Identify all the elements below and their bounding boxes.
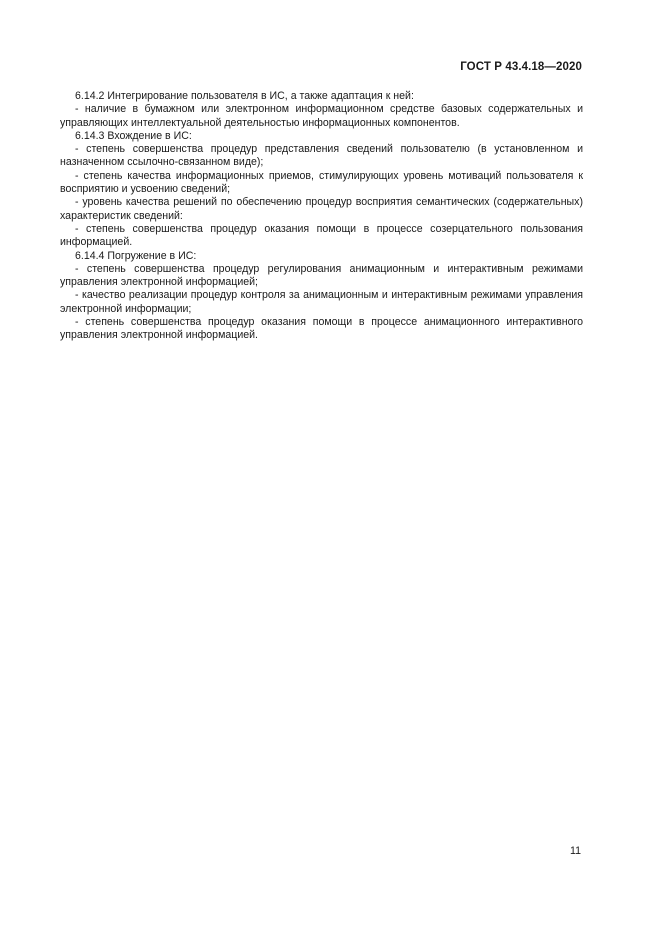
list-item: - степень качества информационных приемов, стимулирующих уровень мотиваций пользователя к восприятию и усвоению сведений; [60,169,583,196]
section-6-14-4 [60,250,583,343]
list-item: - степень совершенства процедур регулирования анимационным и интерактивным режимами управления электронной информацией; [60,262,583,289]
page-number: 11 [570,845,581,857]
list-item: - качество реализации процедур контроля за анимационным и интерактивным режимами управления электронной информации; [60,289,583,315]
section-6-14-3 [60,130,583,250]
list-item: - уровень качества решений по обеспечению процедур восприятия семантических (содержательных) характеристик сведений: [60,196,583,222]
list-item: - степень совершенства процедур оказания помощи в процессе анимационного интерактивного управления электронной информацией. [60,316,583,342]
list-item: - степень совершенства процедур оказания помощи в процессе созерцательного пользования информацией. [60,222,583,249]
list-item: - наличие в бумажном или электронном информационном средстве базовых содержательных и управляющих интеллектуальной деятельностью информационных компонентов. [60,103,583,129]
section-heading: 6.14.4 Погружение в ИС: [75,249,197,262]
document-body [60,90,583,343]
section-heading: 6.14.2 Интегрирование пользователя в ИС, а также адаптация к ней: [75,90,414,102]
standard-header: ГОСТ Р 43.4.18—2020 [460,61,582,73]
section-heading: 6.14.3 Вхождение в ИС: [75,129,192,142]
list-item: - степень совершенства процедур представления сведений пользователю (в установленном и назначенном ссылочно-связанном виде); [60,143,583,169]
section-6-14-2 [60,90,583,130]
